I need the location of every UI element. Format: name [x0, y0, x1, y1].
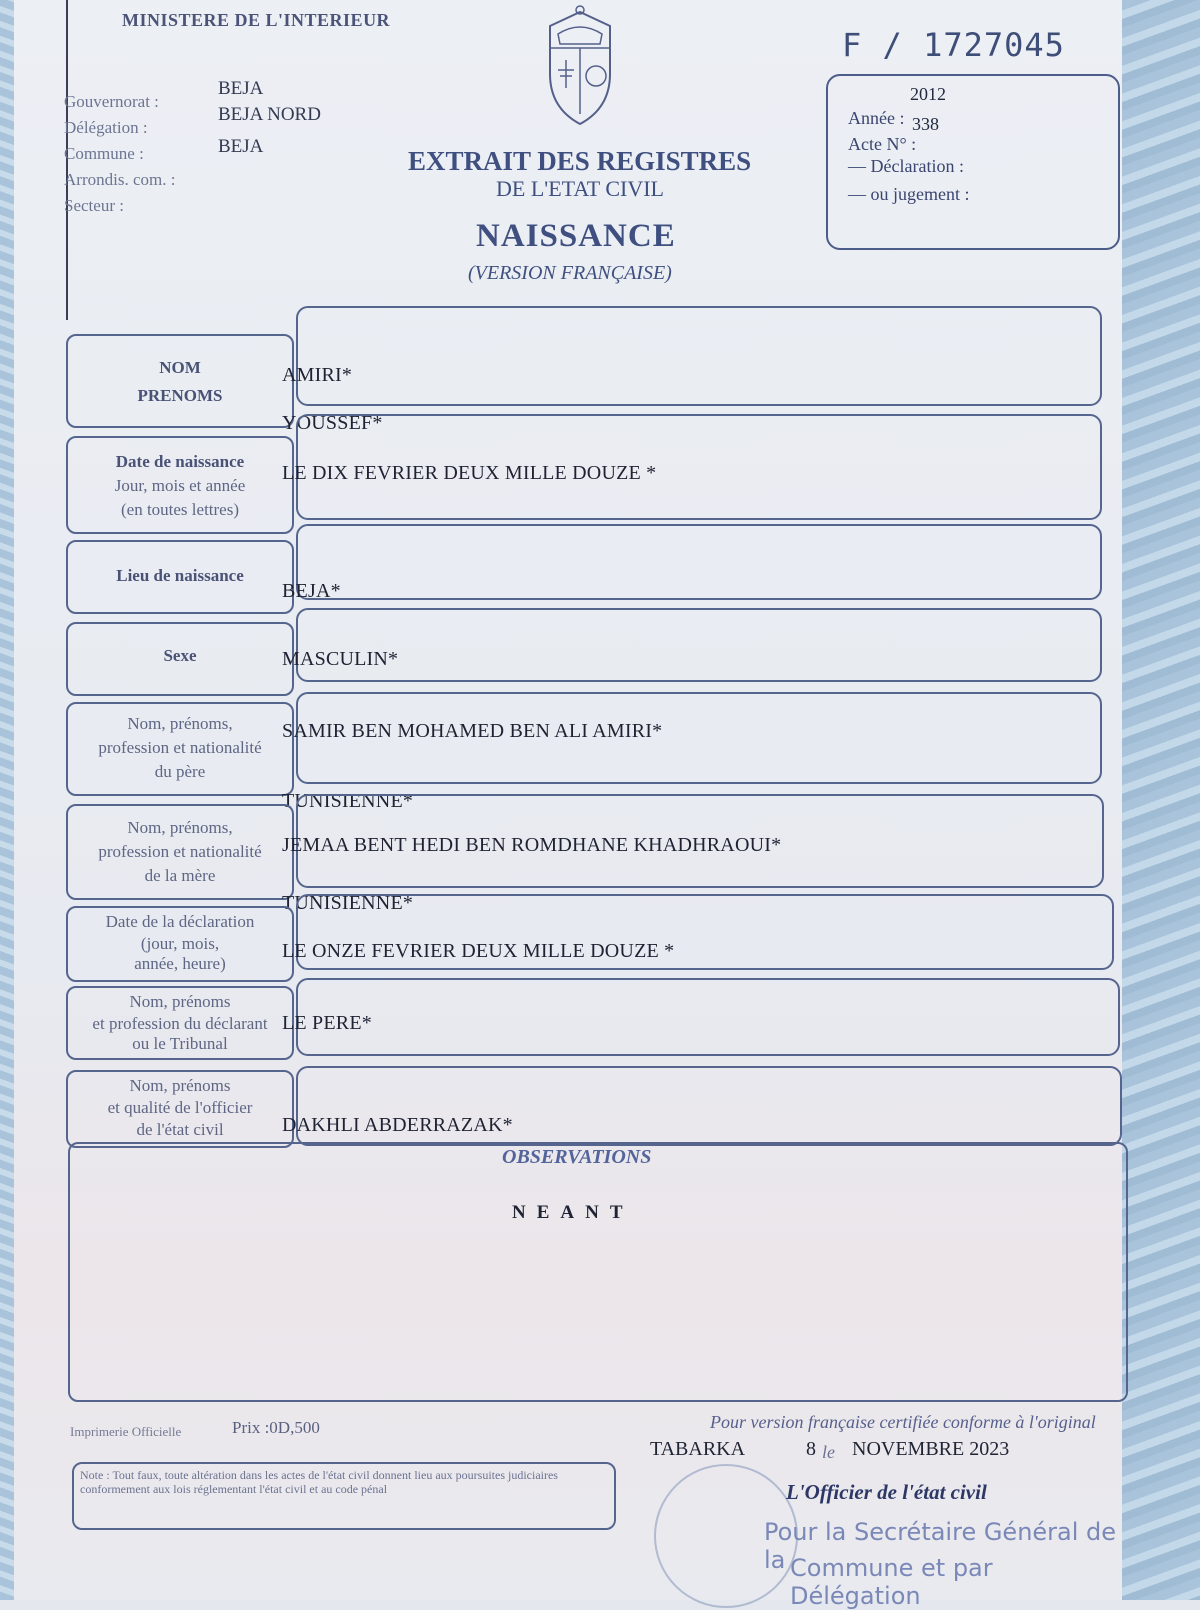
document-subtitle: DE L'ETAT CIVIL — [496, 176, 664, 201]
observations-title: OBSERVATIONS — [502, 1146, 652, 1168]
observations-value: NEANT — [512, 1202, 634, 1223]
label-gouvernorat: Gouvernorat : — [64, 92, 159, 111]
field-label: Sexe — [163, 646, 197, 665]
value-pere: SAMIR BEN MOHAMED BEN ALI AMIRI* — [282, 720, 663, 742]
document-title: EXTRAIT DES REGISTRES — [408, 146, 752, 176]
document-type: NAISSANCE — [476, 218, 676, 254]
field-value-box — [296, 306, 1102, 406]
coat-of-arms-emblem — [544, 4, 616, 128]
label-annee: Année : — [848, 108, 905, 128]
value-annee: 2012 — [910, 84, 946, 104]
value-mere: JEMAA BENT HEDI BEN ROMDHANE KHADHRAOUI* — [282, 834, 782, 856]
field-label: Date de naissance — [115, 452, 245, 471]
field-value-box — [296, 608, 1102, 682]
ministry-name: MINISTERE DE L'INTERIEUR — [122, 10, 391, 30]
value-prenoms: YOUSSEF* — [282, 412, 383, 434]
field-label-box — [66, 334, 294, 428]
label-jugement: — ou jugement : — [848, 184, 970, 204]
issue-day: 8 — [806, 1438, 816, 1460]
value-acte: 338 — [912, 114, 939, 134]
issue-month-year: NOVEMBRE 2023 — [852, 1438, 1010, 1460]
field-label: profession et nationalité — [98, 842, 262, 861]
document-serial-number: F / 1727045 — [842, 26, 1065, 64]
printer-name: Imprimerie Officielle — [70, 1424, 182, 1439]
value-lieu-naissance: BEJA* — [282, 580, 341, 602]
value-date-naissance: LE DIX FEVRIER DEUX MILLE DOUZE * — [282, 462, 657, 484]
certification-text: Pour version française certifiée conforme à l'original — [710, 1412, 1096, 1432]
label-commune: Commune : — [64, 144, 144, 163]
field-label: de l'état civil — [136, 1120, 224, 1139]
value-officier: DAKHLI ABDERRAZAK* — [282, 1114, 513, 1136]
value-sexe: MASCULIN* — [282, 648, 399, 670]
document-price: Prix :0D,500 — [232, 1418, 320, 1437]
field-value-box — [296, 524, 1102, 600]
field-label: Nom, prénoms, — [127, 818, 233, 837]
field-label: Nom, prénoms — [129, 1076, 231, 1095]
legal-note: Note : Tout faux, toute altération dans les actes de l'état civil donnent lieu aux poursuites judiciaires conformement aux lois réglementant l'état civil et au code pénal — [80, 1468, 558, 1496]
label-secteur: Secteur : — [64, 196, 124, 215]
value-pere-nationalite: TUNISIENNE* — [282, 790, 414, 812]
field-label: NOM — [159, 358, 201, 377]
value-commune: BEJA — [218, 136, 264, 157]
observations-box — [68, 1142, 1128, 1402]
field-label: profession et nationalité — [98, 738, 262, 757]
document-sheet — [14, 0, 1122, 1610]
field-label: et qualité de l'officier — [107, 1098, 253, 1117]
field-label: et profession du déclarant — [92, 1014, 268, 1033]
field-value-box — [296, 978, 1120, 1056]
field-label: du père — [154, 762, 206, 781]
field-label: Date de la déclaration — [105, 912, 255, 931]
place-issued: TABARKA — [650, 1438, 746, 1460]
value-declarant: LE PERE* — [282, 1012, 372, 1034]
decorative-border-right — [1122, 0, 1200, 1600]
label-declaration: — Déclaration : — [848, 156, 964, 176]
field-label: Nom, prénoms, — [127, 714, 233, 733]
value-gouvernorat: BEJA — [218, 78, 264, 99]
value-mere-nationalite: TUNISIENNE* — [282, 892, 414, 914]
document-version: (VERSION FRANÇAISE) — [468, 262, 672, 284]
value-date-declaration: LE ONZE FEVRIER DEUX MILLE DOUZE * — [282, 940, 675, 962]
field-label: (jour, mois, — [140, 934, 220, 953]
label-acte: Acte N° : — [848, 134, 917, 154]
field-label: de la mère — [144, 866, 216, 885]
label-delegation: Délégation : — [64, 118, 148, 137]
field-label: Jour, mois et année — [114, 476, 246, 495]
field-label: année, heure) — [134, 954, 226, 973]
label-arrondissement: Arrondis. com. : — [64, 170, 176, 189]
field-label: Lieu de naissance — [116, 566, 244, 585]
delegation-line-1: Pour la Secrétaire Général de la — [764, 1518, 1117, 1574]
value-nom: AMIRI* — [282, 364, 353, 386]
delegation-line-2: Commune et par Délégation — [790, 1554, 993, 1610]
officer-title: L'Officier de l'état civil — [786, 1480, 987, 1504]
field-label: ou le Tribunal — [132, 1034, 228, 1053]
value-delegation: BEJA NORD — [218, 104, 321, 125]
decorative-border-left — [0, 0, 14, 1600]
field-label: Nom, prénoms — [129, 992, 231, 1011]
issue-le: le — [822, 1442, 835, 1462]
field-label: (en toutes lettres) — [120, 500, 239, 519]
field-label: PRENOMS — [137, 386, 223, 405]
